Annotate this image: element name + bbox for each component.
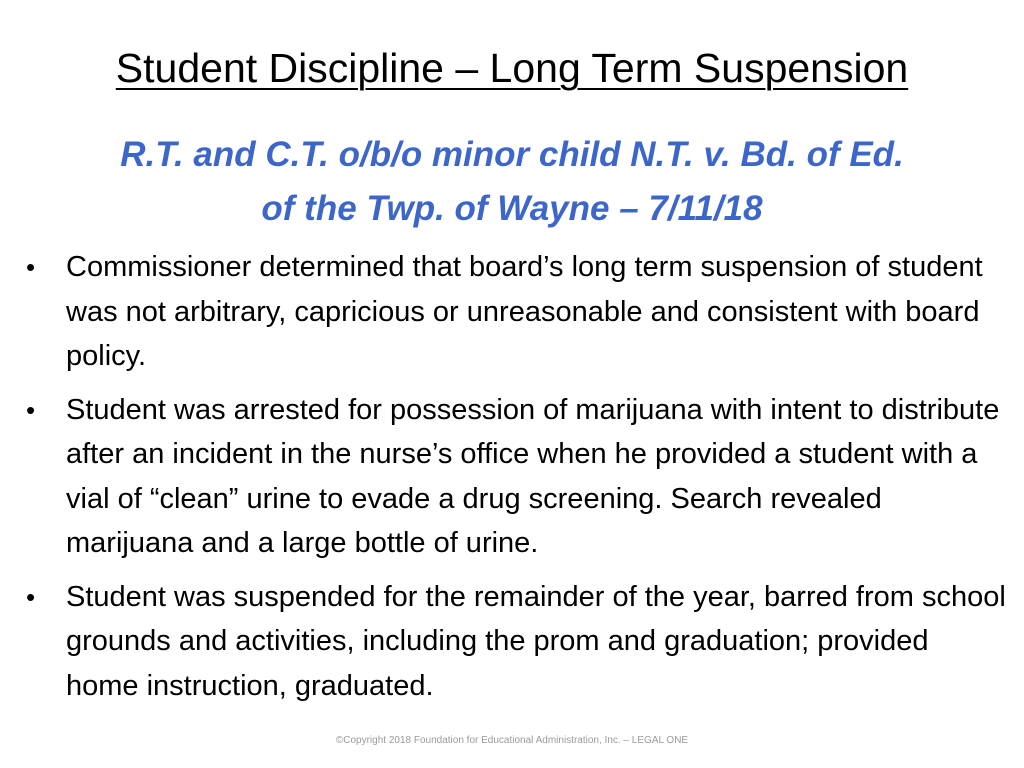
slide-title: Student Discipline – Long Term Suspension: [115, 45, 909, 91]
bullet-text: Student was arrested for possession of marijuana with intent to distribute after an incident in the nurse’s office when he provided a student with a vial of “clean” urine to evade a drug screening. Search revealed marijuana and a large bottle of urine.: [66, 393, 1000, 559]
copyright-footer: ©Copyright 2018 Foundation for Educational Administration, Inc. – LEGAL ONE: [335, 735, 689, 746]
bullet-item: [26, 575, 1006, 709]
bullet-item: [26, 245, 1006, 379]
bullet-list: [26, 245, 1006, 717]
bullet-text: Commissioner determined that board’s long term suspension of student was not arbitrary, capricious or unreasonable and consistent with board policy.: [66, 251, 983, 372]
bullet-point-icon: •: [26, 252, 36, 282]
bullet-item: [26, 388, 1006, 566]
bullet-text: Student was suspended for the remainder of the year, barred from school grounds and activities, including the prom and graduation; provided home instruction, graduated.: [66, 580, 1006, 702]
bullet-point-icon: •: [26, 394, 36, 425]
case-heading-line-2: of the Twp. of Wayne – 7/11/18: [261, 189, 763, 228]
bullet-point-icon: •: [26, 581, 36, 612]
case-heading-line-1: R.T. and C.T. o/b/o minor child N.T. v. Bd. of Ed.: [120, 135, 904, 174]
case-heading: [30, 128, 994, 236]
